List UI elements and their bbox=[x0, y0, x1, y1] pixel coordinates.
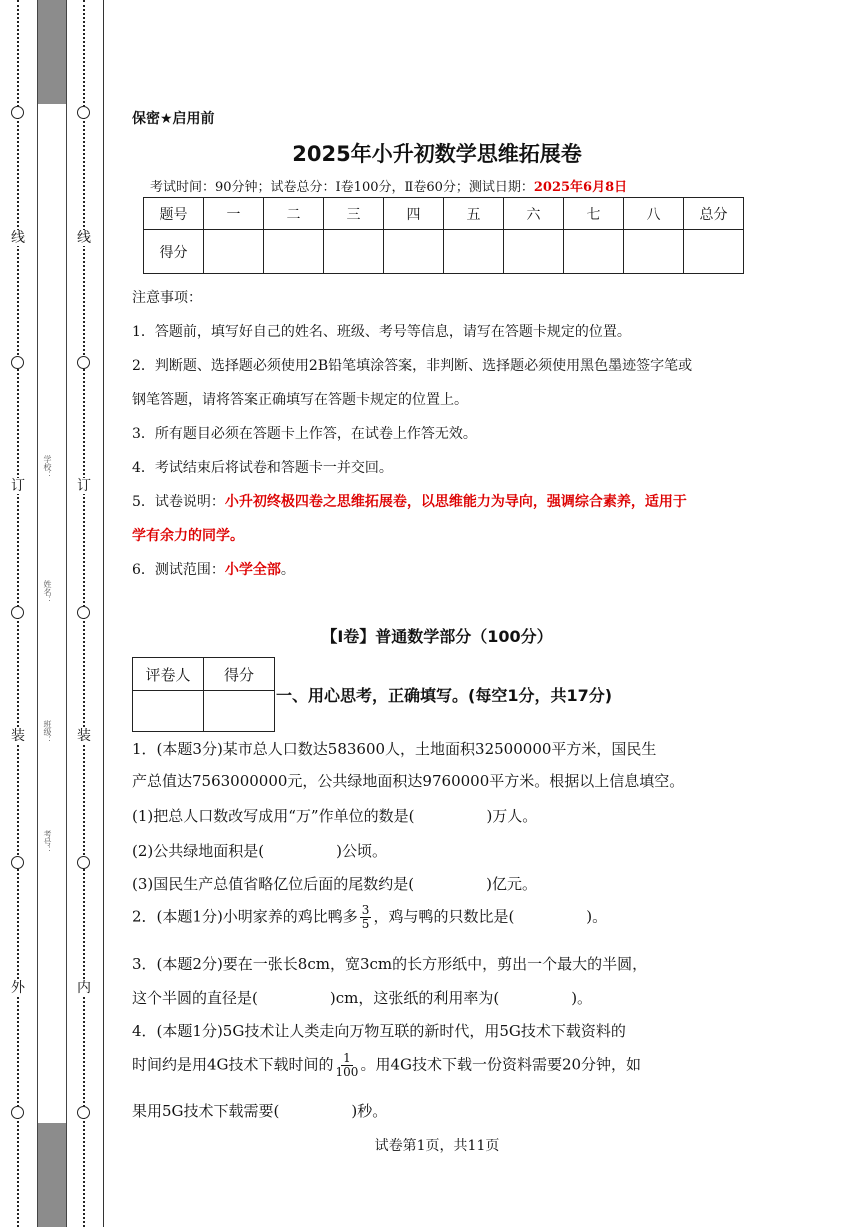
question-1-cont: 产总值达7563000000元，公共绿地面积达9760000平方米。根据以上信息填空。 bbox=[132, 772, 685, 790]
field-name: 姓名： bbox=[43, 580, 52, 604]
question-1-part-2 bbox=[132, 840, 387, 861]
question-3-cont bbox=[132, 987, 592, 1008]
binding-hole bbox=[77, 356, 90, 369]
fraction-denominator: 5 bbox=[361, 917, 370, 931]
score-cell[interactable] bbox=[684, 230, 744, 274]
instruction-item bbox=[132, 553, 742, 587]
instruction-item bbox=[132, 519, 742, 553]
test-scope: 小学全部 bbox=[224, 562, 281, 578]
score-header-cell: 八 bbox=[624, 198, 684, 230]
score-table bbox=[143, 197, 744, 274]
score-header-cell: 四 bbox=[384, 198, 444, 230]
binding-mark-bind: 装 bbox=[77, 728, 91, 744]
q-text: 时间约是用4G技术下载时间的 bbox=[132, 1055, 334, 1074]
question-2 bbox=[132, 904, 607, 931]
binding-mark-line: 线 bbox=[77, 230, 91, 246]
q-text: ，鸡与鸭的只数比是( bbox=[373, 907, 515, 926]
field-school: 学校： bbox=[43, 455, 52, 479]
score-cell[interactable] bbox=[504, 230, 564, 274]
question-3: 3．(本题2分)要在一张长8cm，宽3cm的长方形纸中，剪出一个最大的半圆， bbox=[132, 955, 648, 973]
instructions-heading: 注意事项： bbox=[132, 290, 202, 306]
exam-meta-text: 考试时间：90分钟；试卷总分：Ⅰ卷100分，Ⅱ卷60分；测试日期： bbox=[150, 180, 534, 195]
q-text: (1)把总人口数改写成用“万”作单位的数是( bbox=[132, 807, 415, 825]
page-footer: 试卷第1页，共11页 bbox=[374, 1138, 500, 1154]
exam-description: 小升初终极四卷之思维拓展卷，以思维能力为导向，强调综合素养，适用于 bbox=[224, 494, 687, 510]
score-row-label: 得分 bbox=[144, 230, 204, 274]
q-text: (2)公共绿地面积是( bbox=[132, 842, 265, 860]
q-text: )秒。 bbox=[351, 1102, 388, 1120]
exam-date: 2025年6月8日 bbox=[533, 180, 628, 195]
instruction-suffix: 。 bbox=[280, 562, 295, 578]
instruction-prefix: 5．试卷说明： bbox=[132, 494, 225, 510]
score-cell[interactable] bbox=[444, 230, 504, 274]
binding-border bbox=[103, 0, 104, 1227]
score-cell[interactable] bbox=[324, 230, 384, 274]
section-title: 【Ⅰ卷】普通数学部分（100分） bbox=[321, 627, 553, 646]
instruction-prefix: 6．测试范围： bbox=[132, 562, 225, 578]
exam-description-cont: 学有余力的同学。 bbox=[132, 528, 244, 544]
instruction-item: 2．判断题、选择题必须使用2B铅笔填涂答案，非判断、选择题必须使用黑色墨迹签字笔或 bbox=[132, 358, 693, 374]
binding-mark-line: 线 bbox=[11, 230, 25, 246]
question-4: 4．(本题1分)5G技术让人类走向万物互联的新时代，用5G技术下载资料的 bbox=[132, 1022, 626, 1040]
binding-hole bbox=[77, 606, 90, 619]
instruction-item: 1．答题前，填写好自己的姓名、班级、考号等信息，请写在答题卡规定的位置。 bbox=[132, 324, 631, 340]
binding-mark-inner: 内 bbox=[77, 980, 91, 996]
binding-mark-order: 订 bbox=[77, 478, 91, 494]
question-4-cont bbox=[132, 1100, 387, 1121]
binding-hole bbox=[11, 106, 24, 119]
binding-hole bbox=[77, 856, 90, 869]
field-class: 班级： bbox=[43, 720, 52, 744]
binding-hole bbox=[11, 356, 24, 369]
grader-cell[interactable] bbox=[133, 691, 204, 732]
page-title: 2025年小升初数学思维拓展卷 bbox=[292, 142, 582, 166]
binding-gray-top bbox=[38, 0, 66, 104]
score-cell[interactable] bbox=[624, 230, 684, 274]
grader-table bbox=[132, 657, 275, 732]
binding-hole bbox=[11, 856, 24, 869]
exam-meta bbox=[150, 176, 627, 195]
part-one-title: 一、用心思考，正确填写。(每空1分，共17分) bbox=[276, 686, 613, 705]
score-header-cell: 题号 bbox=[144, 198, 204, 230]
question-1: 1．(本题3分)某市总人口数达583600人，土地面积32500000平方米，国民生 bbox=[132, 740, 657, 758]
grader-score-label: 得分 bbox=[204, 658, 275, 691]
instruction-item bbox=[132, 485, 742, 519]
binding-mark-order: 订 bbox=[11, 478, 25, 494]
binding-strip bbox=[37, 0, 67, 1227]
score-header-cell: 五 bbox=[444, 198, 504, 230]
fraction-numerator: 1 bbox=[343, 1051, 351, 1065]
score-header-cell: 三 bbox=[324, 198, 384, 230]
q-text: )亿元。 bbox=[486, 875, 537, 893]
grader-score-cell[interactable] bbox=[204, 691, 275, 732]
q-text: )。 bbox=[571, 989, 593, 1007]
score-header-cell: 总分 bbox=[684, 198, 744, 230]
confidential-label: 保密★启用前 bbox=[132, 111, 215, 127]
binding-gray-bottom bbox=[38, 1123, 66, 1227]
binding-hole bbox=[11, 606, 24, 619]
q-text: )万人。 bbox=[486, 807, 538, 825]
q-text: 这个半圆的直径是( bbox=[132, 989, 258, 1007]
q-text: )。 bbox=[586, 907, 608, 926]
question-1-part-1 bbox=[132, 805, 537, 826]
question-1-part-3 bbox=[132, 873, 537, 894]
grader-label: 评卷人 bbox=[133, 658, 204, 691]
score-header-cell: 一 bbox=[204, 198, 264, 230]
score-header-cell: 二 bbox=[264, 198, 324, 230]
question-4-cont bbox=[132, 1052, 641, 1079]
binding-hole bbox=[77, 106, 90, 119]
instruction-item: 钢笔答题，请将答案正确填写在答题卡规定的位置上。 bbox=[132, 392, 468, 408]
score-cell[interactable] bbox=[384, 230, 444, 274]
fraction bbox=[360, 904, 372, 931]
score-cell[interactable] bbox=[204, 230, 264, 274]
binding-hole bbox=[77, 1106, 90, 1119]
binding-mark-outer: 外 bbox=[11, 980, 25, 996]
score-cell[interactable] bbox=[564, 230, 624, 274]
q-text: 果用5G技术下载需要( bbox=[132, 1102, 280, 1120]
fraction bbox=[336, 1052, 359, 1079]
score-header-cell: 七 bbox=[564, 198, 624, 230]
score-header-cell: 六 bbox=[504, 198, 564, 230]
q-text: (3)国民生产总值省略亿位后面的尾数约是( bbox=[132, 875, 415, 893]
field-exam-number: 考号： bbox=[43, 830, 52, 854]
q-text: 。用4G技术下载一份资料需要20分钟，如 bbox=[360, 1055, 642, 1074]
instruction-item: 4．考试结束后将试卷和答题卡一并交回。 bbox=[132, 460, 393, 476]
binding-mark-bind: 装 bbox=[11, 728, 25, 744]
fraction-denominator: 100 bbox=[335, 1065, 359, 1079]
binding-margin bbox=[0, 0, 104, 1227]
score-cell[interactable] bbox=[264, 230, 324, 274]
q-text: )公顷。 bbox=[336, 842, 387, 860]
q-text: 2．(本题1分)小明家养的鸡比鸭多 bbox=[132, 907, 358, 926]
fraction-numerator: 3 bbox=[361, 903, 370, 917]
instructions bbox=[132, 281, 742, 587]
instruction-item: 3．所有题目必须在答题卡上作答，在试卷上作答无效。 bbox=[132, 426, 477, 442]
q-text: )cm，这张纸的利用率为( bbox=[329, 989, 500, 1007]
binding-hole bbox=[11, 1106, 24, 1119]
